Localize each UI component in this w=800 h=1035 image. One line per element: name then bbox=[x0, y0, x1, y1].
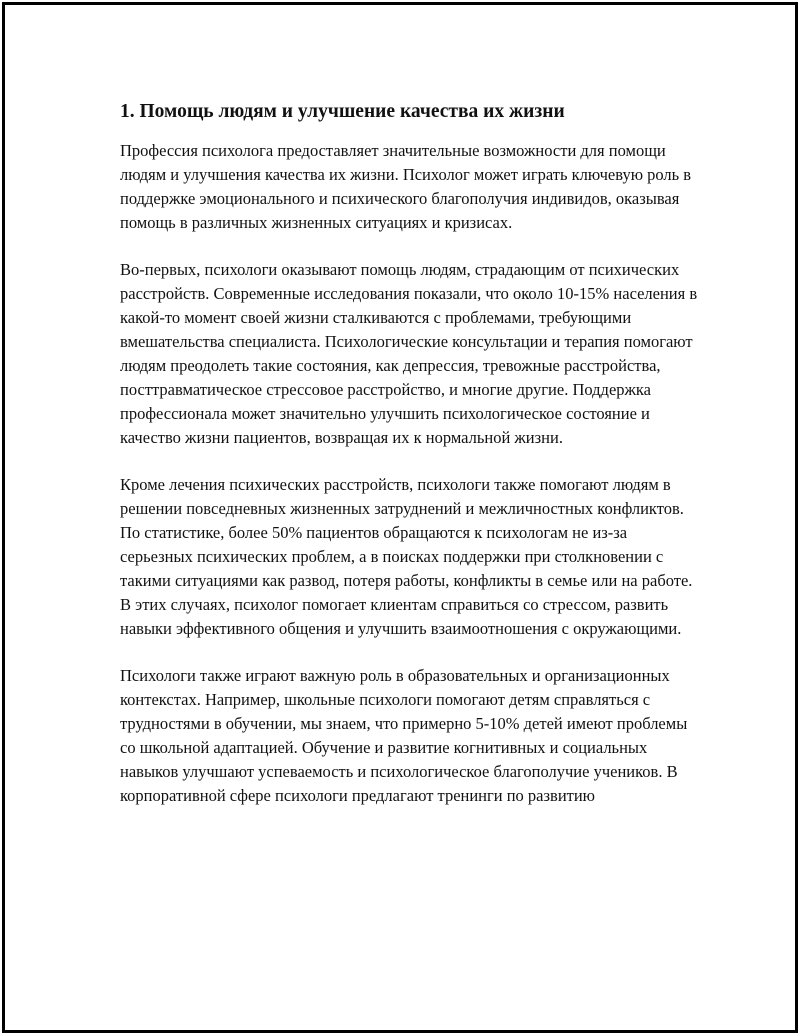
document-page bbox=[2, 2, 798, 1033]
section-heading: 1. Помощь людям и улучшение качества их жизни bbox=[120, 101, 565, 122]
paragraph-intro: Профессия психолога предоставляет значительные возможности для помощи людям и улучшения качества их жизни. Психолог может играть ключевую роль в поддержке эмоционального и психического благополучия индивидов, оказывая помощь в различных жизненных ситуациях и кризисах. bbox=[120, 141, 692, 232]
paragraph-education-organizations: Психологи также играют важную роль в образовательных и организационных контекстах. Например, школьные психологи помогают детям справляться с трудностями в обучении, мы знаем, что примерно 5-10% детей имеют проблемы со школьной адаптацией. Обучение и развитие когнитивных и социальных навыков улучшают успеваемость и психологическое благополучие учеников. В корпоративной сфере психологи предлагают тренинги по развитию bbox=[120, 666, 688, 805]
document-body bbox=[120, 99, 700, 831]
paragraph-mental-disorders: Во-первых, психологи оказывают помощь людям, страдающим от психических расстройств. Современные исследования показали, что около 10-15% населения в какой-то момент своей жизни сталкиваются с проблемами, требующими вмешательства специалиста. Психологические консультации и терапия помогают людям преодолеть такие состояния, как депрессия, тревожные расстройства, посттравматическое стрессовое расстройство, и многие другие. Поддержка профессионала может значительно улучшить психологическое состояние и качество жизни пациентов, возвращая их к нормальной жизни. bbox=[120, 260, 698, 447]
paragraph-everyday-difficulties: Кроме лечения психических расстройств, психологи также помогают людям в решении повседневных жизненных затруднений и межличностных конфликтов. По статистике, более 50% пациентов обращаются к психологам не из-за серьезных психических проблем, а в поисках поддержки при столкновении с такими ситуациями как развод, потеря работы, конфликты в семье или на работе. В этих случаях, психолог помогает клиентам справиться со стрессом, развить навыки эффективного общения и улучшить взаимоотношения с окружающими. bbox=[120, 475, 693, 638]
